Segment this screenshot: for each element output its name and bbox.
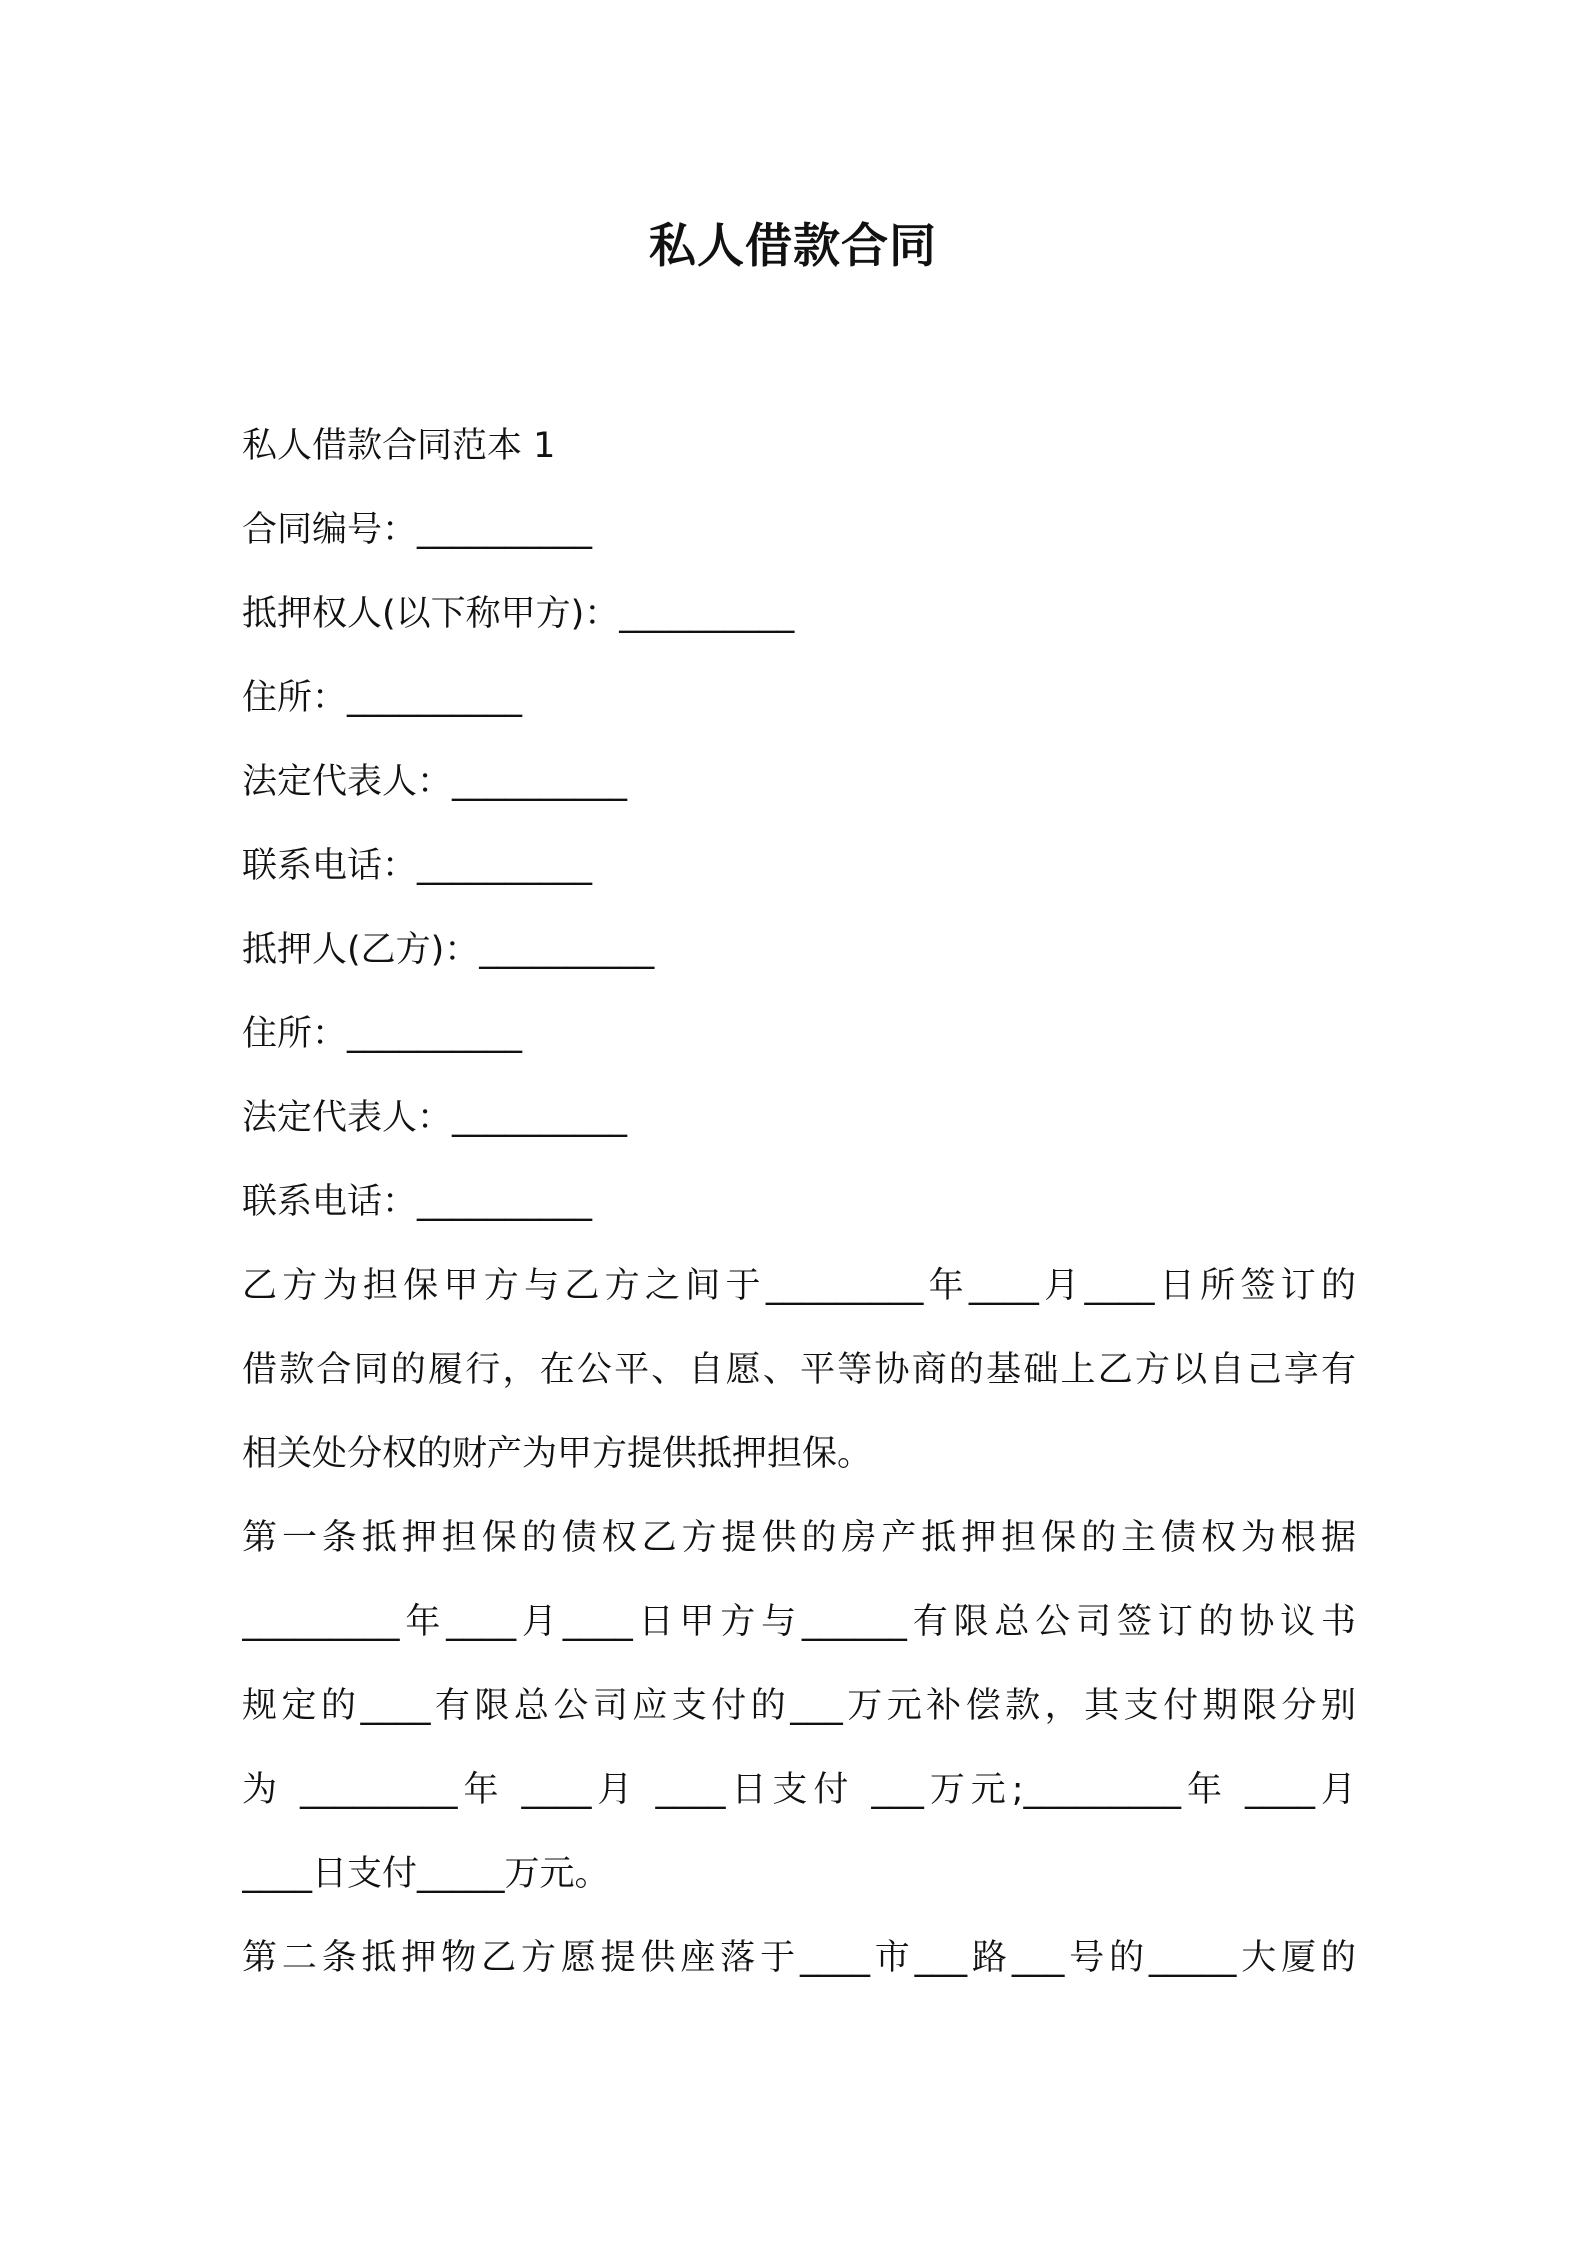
- contract-number-line: 合同编号：__________: [242, 510, 593, 550]
- mortgagee-line: 抵押权人(以下称甲方)：__________: [242, 594, 795, 634]
- document-title: 私人借款合同: [649, 219, 937, 274]
- paragraph-line: 乙方为担保甲方与乙方之间于_________年____月____日所签订的: [242, 1266, 1356, 1306]
- paragraph-line: 相关处分权的财产为甲方提供抵押担保。: [242, 1434, 873, 1474]
- mortgagee-address-line: 住所：__________: [242, 678, 523, 718]
- mortgagor-line: 抵押人(乙方)：__________: [242, 930, 655, 970]
- paragraph-line: 第一条抵押担保的债权乙方提供的房产抵押担保的主债权为根据: [242, 1518, 1356, 1558]
- paragraph-line: 规定的____有限总公司应支付的___万元补偿款，其支付期限分别: [242, 1686, 1356, 1726]
- mortgagor-representative-line: 法定代表人：__________: [242, 1098, 628, 1138]
- paragraph-line: 借款合同的履行，在公平、自愿、平等协商的基础上乙方以自己享有: [242, 1350, 1356, 1390]
- paragraph-line: 为 _________年 ____月 ____日支付 ___万元;_________年 ____月: [242, 1770, 1356, 1810]
- subtitle-line: 私人借款合同范本 1: [242, 426, 556, 466]
- paragraph-line: 第二条抵押物乙方愿提供座落于____市___路___号的_____大厦的: [242, 1938, 1356, 1978]
- paragraph-line: _________年____月____日甲方与______有限总公司签订的协议书: [242, 1602, 1356, 1642]
- mortgagor-phone-line: 联系电话：__________: [242, 1182, 593, 1222]
- mortgagee-representative-line: 法定代表人：__________: [242, 762, 628, 802]
- mortgagor-address-line: 住所：__________: [242, 1014, 523, 1054]
- article-one-paragraph: [242, 1496, 1356, 1916]
- paragraph-line: ____日支付_____万元。: [242, 1854, 610, 1894]
- document-body: [242, 404, 1356, 2000]
- article-two-paragraph: [242, 1916, 1356, 2000]
- preamble-paragraph: [242, 1244, 1356, 1496]
- mortgagee-phone-line: 联系电话：__________: [242, 846, 593, 886]
